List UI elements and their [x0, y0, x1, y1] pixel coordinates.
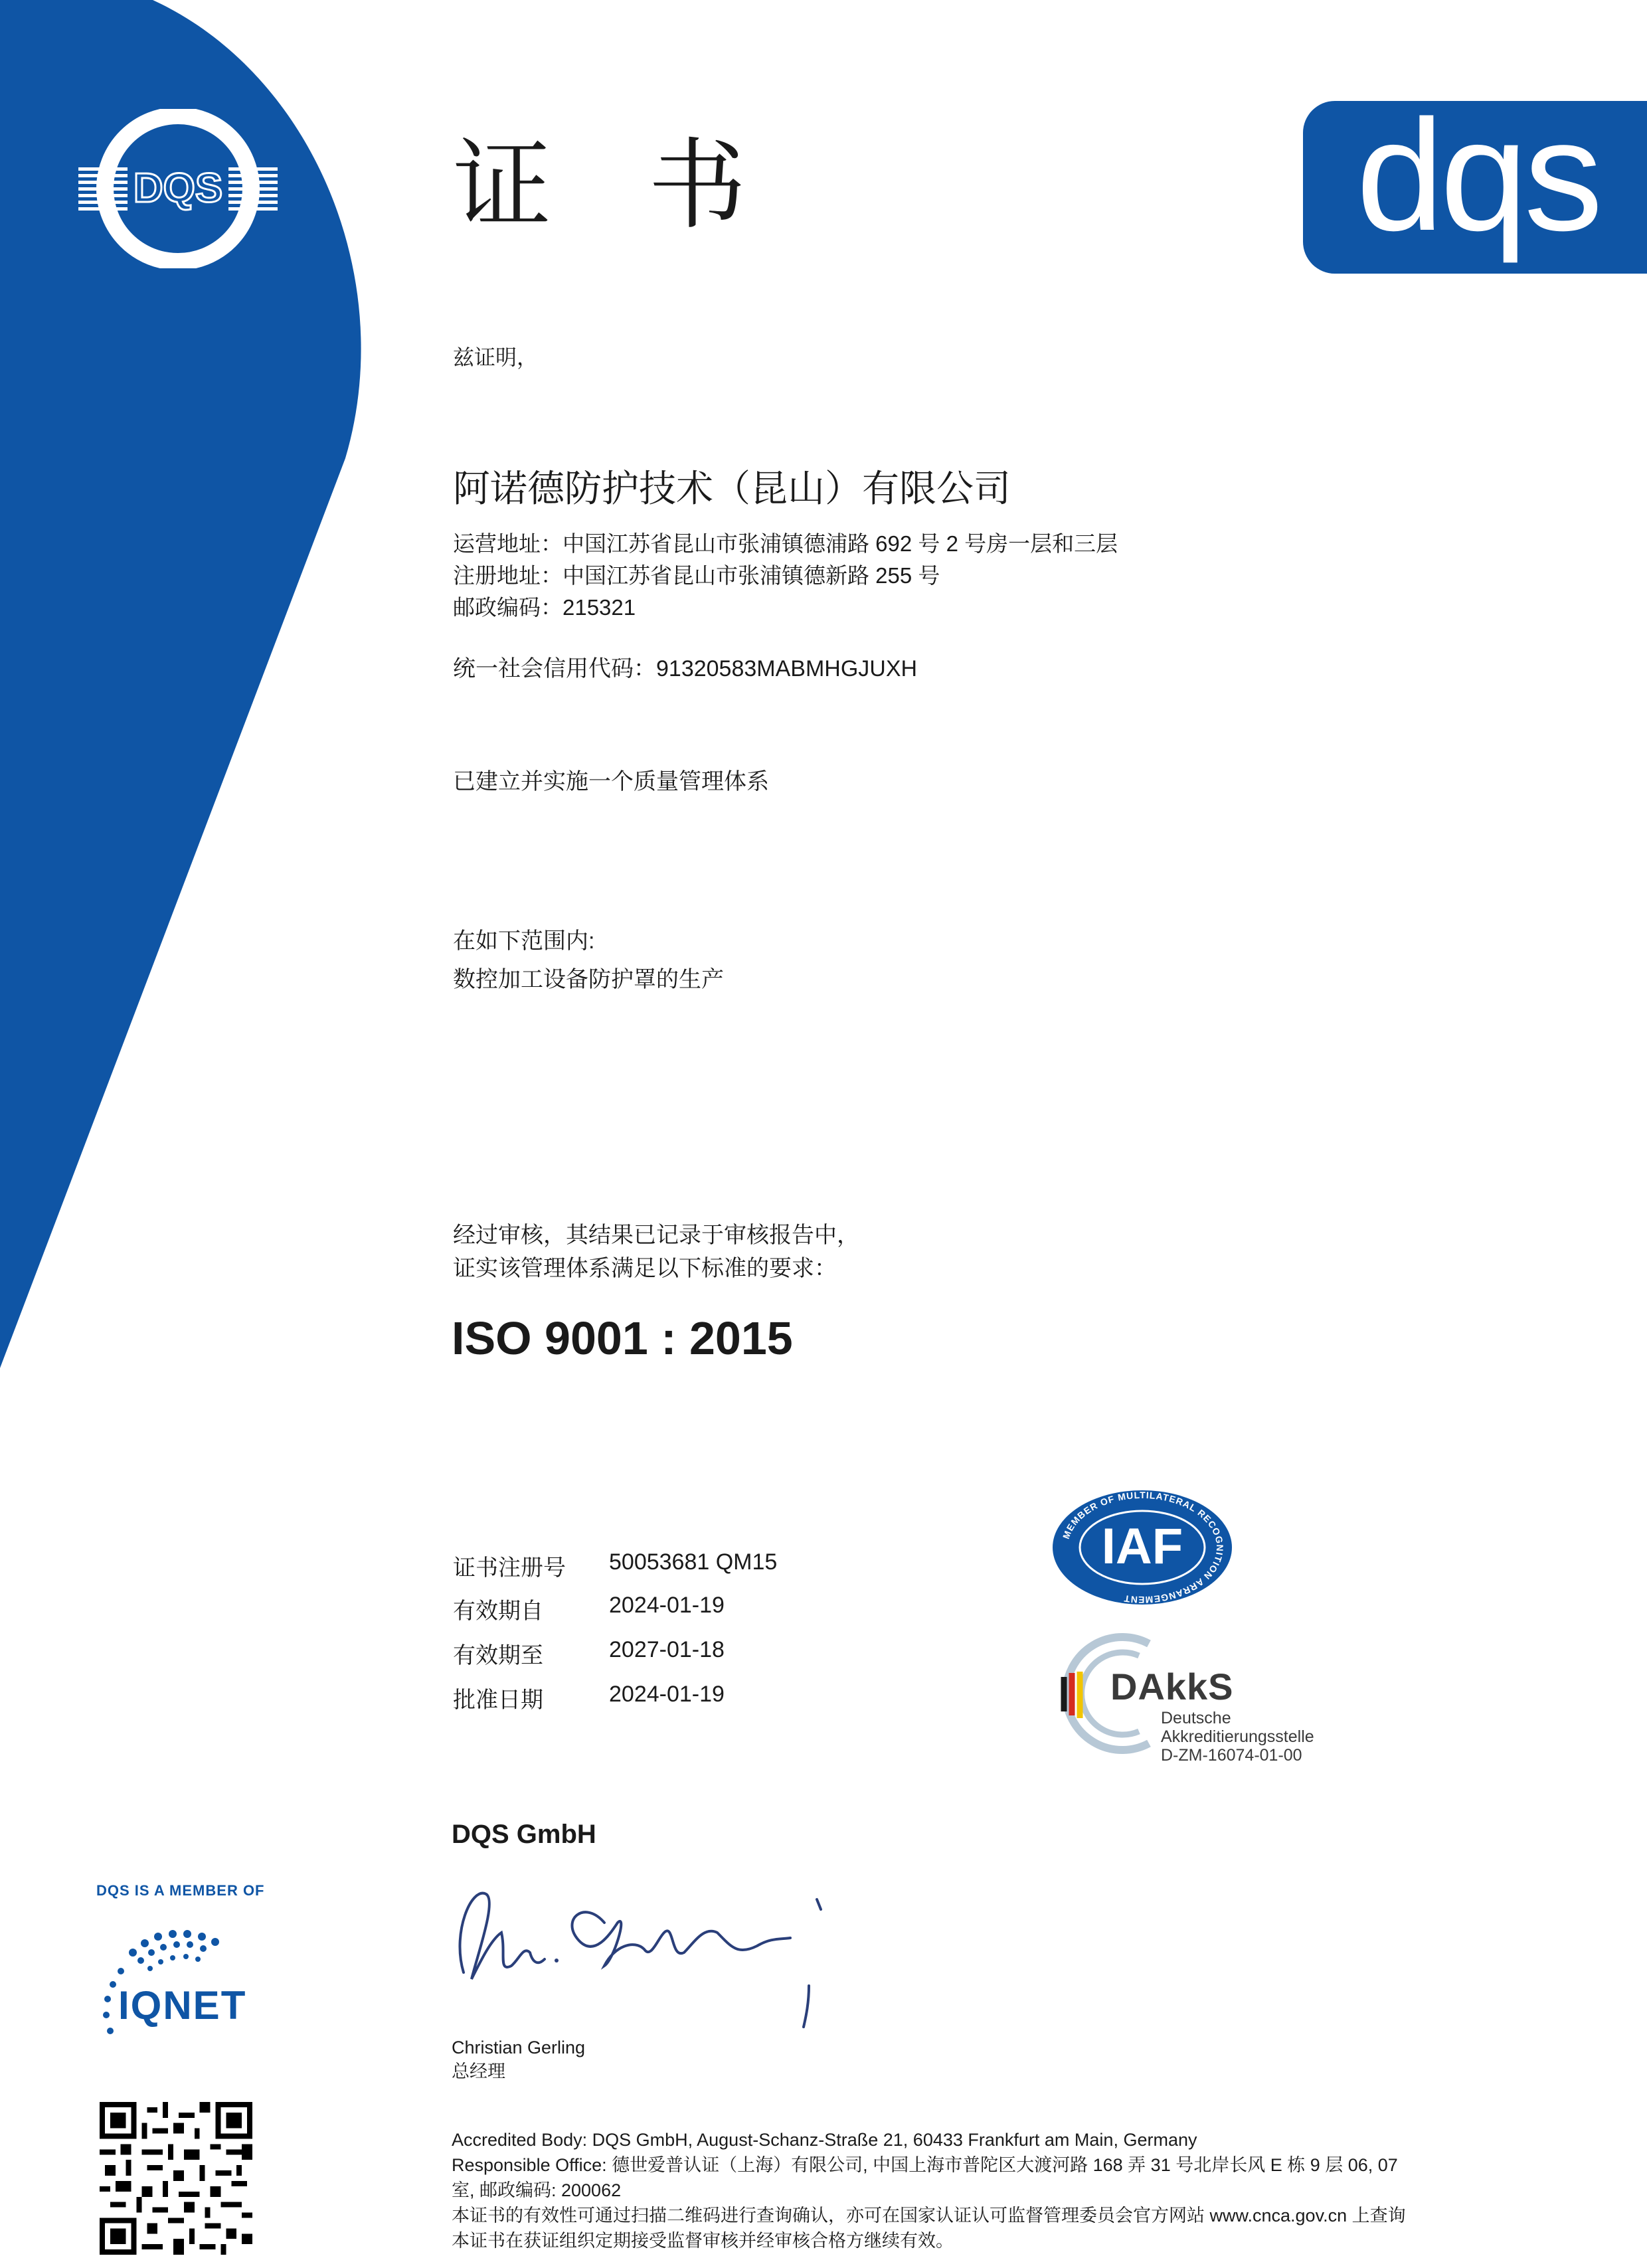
- footer-accredited-body: Accredited Body: DQS GmbH, August-Schanz-Straße 21, 60433 Frankfurt am Main, Germany: [452, 2130, 1197, 2150]
- footer-office-postal: 室, 邮政编码: 200062: [452, 2180, 622, 2200]
- qr-code[interactable]: [100, 2102, 252, 2255]
- footer-validity-check: 本证书的有效性可通过扫描二维码进行查询确认，亦可在国家认证认可监督管理委员会官方网站 www.cnca.gov.cn 上查询: [452, 2206, 1406, 2225]
- seal-text: DQS: [133, 165, 223, 211]
- dakks-name: DAkkS: [1110, 1666, 1234, 1707]
- audit-line-1: 经过审核，其结果已记录于审核报告中，: [453, 1223, 859, 1248]
- postal-code: 邮政编码：215321: [453, 595, 636, 620]
- detail-label-valid-from: 有效期自: [453, 1599, 543, 1624]
- signature-image: [445, 1860, 857, 2032]
- footer-validity-condition: 本证书在获证组织定期接受监督审核并经审核合格方继续有效。: [452, 2231, 954, 2251]
- detail-value-valid-until: 2027-01-18: [609, 1637, 725, 1662]
- dakks-line-1: Deutsche: [1161, 1709, 1231, 1727]
- scope-label: 在如下范围内:: [453, 928, 595, 954]
- signer-role: 总经理: [452, 2061, 505, 2081]
- dakks-line-3: D-ZM-16074-01-00: [1161, 1746, 1302, 1765]
- dakks-line-2: Akkreditierungsstelle: [1161, 1727, 1314, 1746]
- dqs-seal-logo: [78, 109, 278, 268]
- detail-label-approval-date: 批准日期: [453, 1688, 543, 1713]
- scope-text: 数控加工设备防护罩的生产: [453, 967, 724, 992]
- dakks-logo: [1049, 1630, 1342, 1763]
- signer-block: [452, 2036, 585, 2083]
- iqnet-member-label: DQS IS A MEMBER OF: [96, 1882, 265, 1899]
- registered-address: 注册地址：中国江苏省昆山市张浦镇德新路 255 号: [453, 563, 940, 588]
- detail-value-valid-from: 2024-01-19: [609, 1593, 725, 1618]
- signer-name: Christian Gerling: [452, 2038, 586, 2057]
- iqnet-name: IQNET: [118, 1983, 247, 2028]
- detail-label-valid-until: 有效期至: [453, 1643, 543, 1668]
- iaf-logo: [1049, 1488, 1235, 1607]
- certificate-title: [453, 128, 747, 242]
- dqs-logo-text: dqs: [1356, 88, 1599, 264]
- issuer-company: DQS GmbH: [452, 1820, 596, 1849]
- title-char-2: 书: [648, 128, 747, 242]
- title-char-1: 证: [453, 128, 552, 242]
- intro-text: 兹证明，: [453, 345, 539, 370]
- iaf-ring-text: MEMBER OF MULTILATERAL RECOGNITION ARRANGEMENT: [1060, 1489, 1226, 1606]
- company-address-block: [453, 528, 1118, 624]
- detail-label-registration: 证书注册号: [453, 1555, 566, 1581]
- detail-value-approval-date: 2024-01-19: [609, 1682, 725, 1707]
- iaf-center-text: IAF: [1101, 1518, 1183, 1575]
- footer-responsible-office: Responsible Office: 德世爱普认证（上海）有限公司, 中国上海市普陀区大渡河路 168 弄 31 号北岸长风 E 栋 9 层 06, 07: [452, 2155, 1398, 2175]
- detail-value-registration: 50053681 QM15: [609, 1549, 778, 1575]
- company-name: 阿诺德防护技术（昆山）有限公司: [453, 468, 1011, 511]
- iso-standard: ISO 9001 : 2015: [452, 1312, 793, 1364]
- statement-text: 已建立并实施一个质量管理体系: [453, 769, 769, 794]
- dqs-logo: [1303, 88, 1647, 274]
- credit-code: 统一社会信用代码：91320583MABMHGJUXH: [453, 656, 918, 681]
- footer-block: [452, 2127, 1488, 2253]
- audit-line-2: 证实该管理体系满足以下标准的要求：: [453, 1256, 837, 1281]
- operating-address: 运营地址：中国江苏省昆山市张浦镇德浦路 692 号 2 号房一层和三层: [453, 531, 1118, 556]
